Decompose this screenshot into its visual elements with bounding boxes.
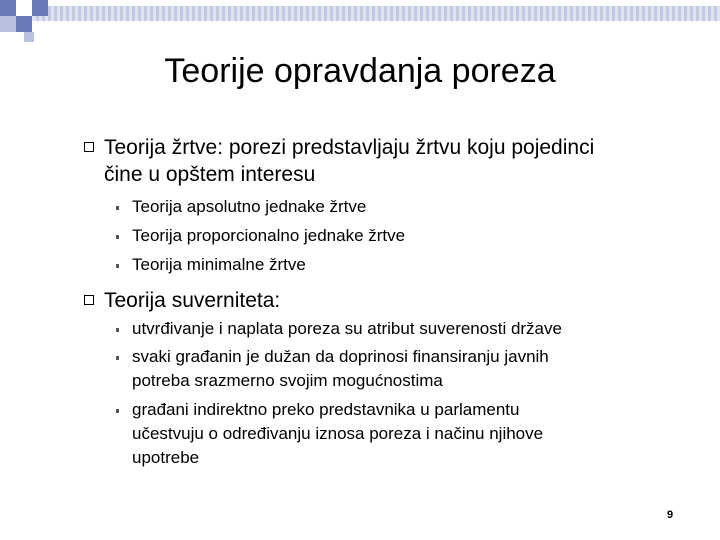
dot-bullet-icon [116, 235, 119, 239]
sub-bullet-text: Teorija minimalne žrtve [132, 255, 306, 274]
dot-bullet-icon [116, 264, 119, 268]
dot-bullet-icon [116, 206, 119, 210]
sub-bullet-text: utvrđivanje i naplata poreza su atribut suverenosti države [132, 319, 562, 338]
square-bullet-icon [84, 295, 94, 305]
page-number: 9 [667, 509, 674, 521]
sub-bullet-text: svaki građanin je dužan da doprinosi finansiranju javnih [132, 347, 549, 366]
sub-bullet-text: učestvuju o određivanju iznosa poreza i načinu njihove [132, 424, 544, 443]
sub-bullet-text: upotrebe [132, 448, 200, 467]
sub-bullet-text: Teorija apsolutno jednake žrtve [132, 197, 367, 216]
dot-bullet-icon [116, 328, 119, 332]
sub-bullet-text: građani indirektno preko predstavnika u parlamentu [132, 400, 520, 419]
bullet-text: čine u opštem interesu [104, 163, 316, 186]
bullet-text: Teorija žrtve: porezi predstavljaju žrtvu koju pojedinci [104, 136, 595, 159]
dot-bullet-icon [116, 356, 119, 360]
dot-bullet-icon [116, 409, 119, 413]
bullet-text: Teorija suverniteta: [104, 289, 281, 312]
sub-bullet-text: potreba srazmerno svojim mogućnostima [132, 371, 443, 390]
sub-bullet-text: Teorija proporcionalno jednake žrtve [132, 226, 406, 245]
square-bullet-icon [84, 142, 94, 152]
slide-title: Teorije opravdanja poreza [164, 52, 556, 90]
